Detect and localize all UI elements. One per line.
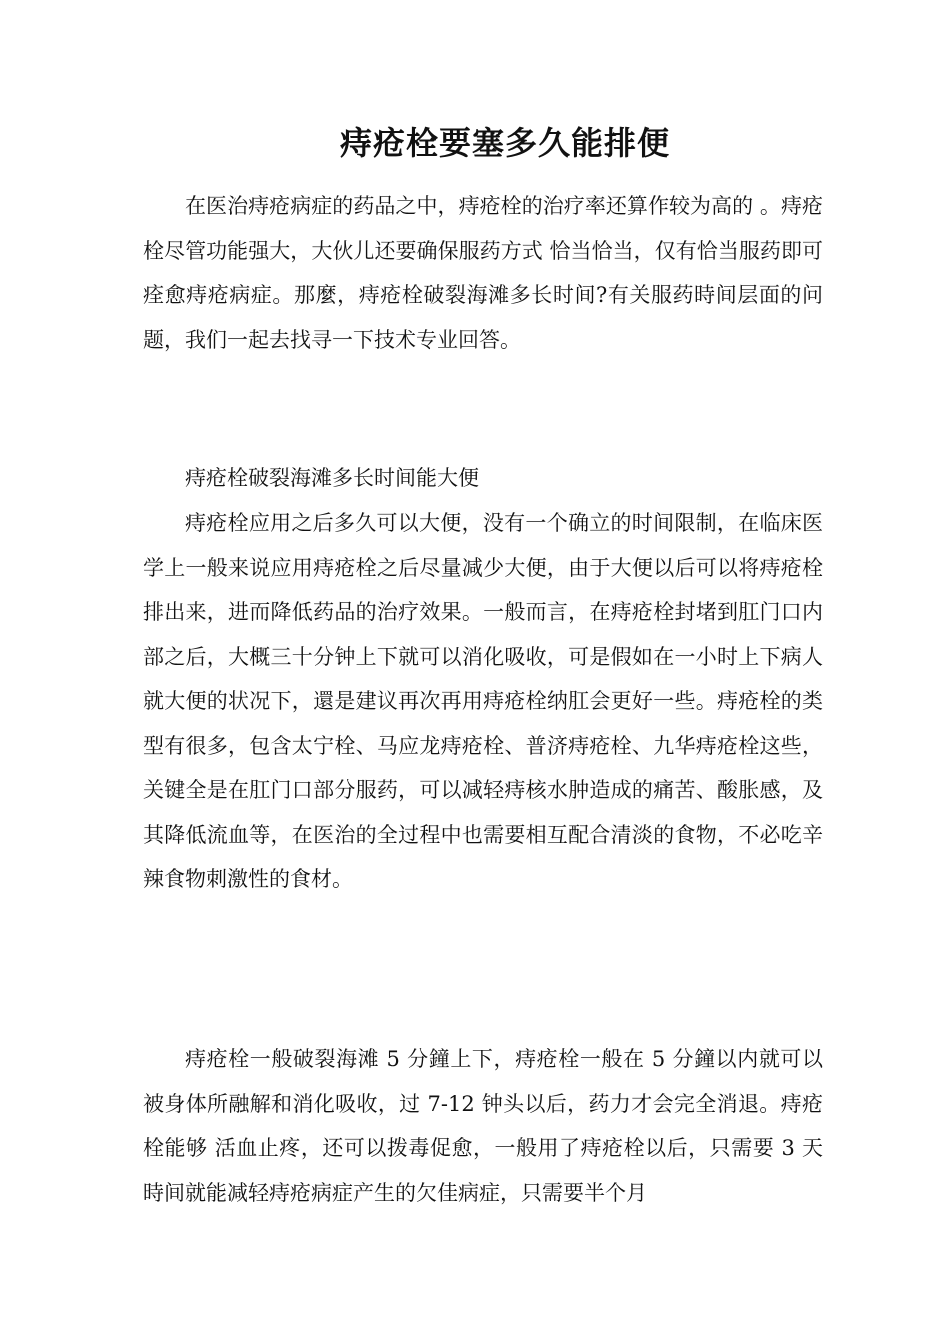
- section-heading: 痔疮栓破裂海滩多长时间能大便: [185, 466, 479, 490]
- body-paragraph: 痔疮栓一般破裂海滩 5 分鐘上下，痔疮栓一般在 5 分鐘以内就可以被身体所融解和消化吸收，过 7-12 钟头以后，药力才会完全消退。痔疮栓能够 活血止疼，还可以拨毒促愈，一般用了痔疮栓以后，只需要 3 天時间就能减轻痔疮病症产生的欠佳病症，只需要半个月: [143, 1047, 823, 1205]
- intro-paragraph: 在医治痔疮病症的药品之中，痔疮栓的治疗率还算作较为高的 。痔疮栓尽管功能强大，大伙儿还要确保服药方式 恰当恰当，仅有恰当服药即可痊愈痔疮病症。那麼，痔疮栓破裂海滩多长时间?有关服药時间层面的问题，我们一起去找寻一下技术专业回答。: [143, 194, 823, 352]
- body-paragraph: 痔疮栓应用之后多久可以大便，没有一个确立的时间限制，在临床医学上一般来说应用痔疮栓之后尽量减少大便，由于大便以后可以将痔疮栓排出来，进而降低药品的治疗效果。一般而言，在痔疮栓封堵到肛门口内部之后，大概三十分钟上下就可以消化吸收，可是假如在一小时上下病人就大便的状况下，還是建议再次再用痔疮栓纳肛会更好一些。痔疮栓的类型有很多，包含太宁栓、马应龙痔疮栓、普济痔疮栓、九华痔疮栓这些，关键全是在肛门口部分服药，可以减轻痔核水肿造成的痛苦、酸胀感，及其降低流血等，在医治的全过程中也需要相互配合清淡的食物，不必吃辛辣食物刺激性的食材。: [143, 511, 823, 891]
- document-title: 痔疮栓要塞多久能排便: [339, 124, 670, 162]
